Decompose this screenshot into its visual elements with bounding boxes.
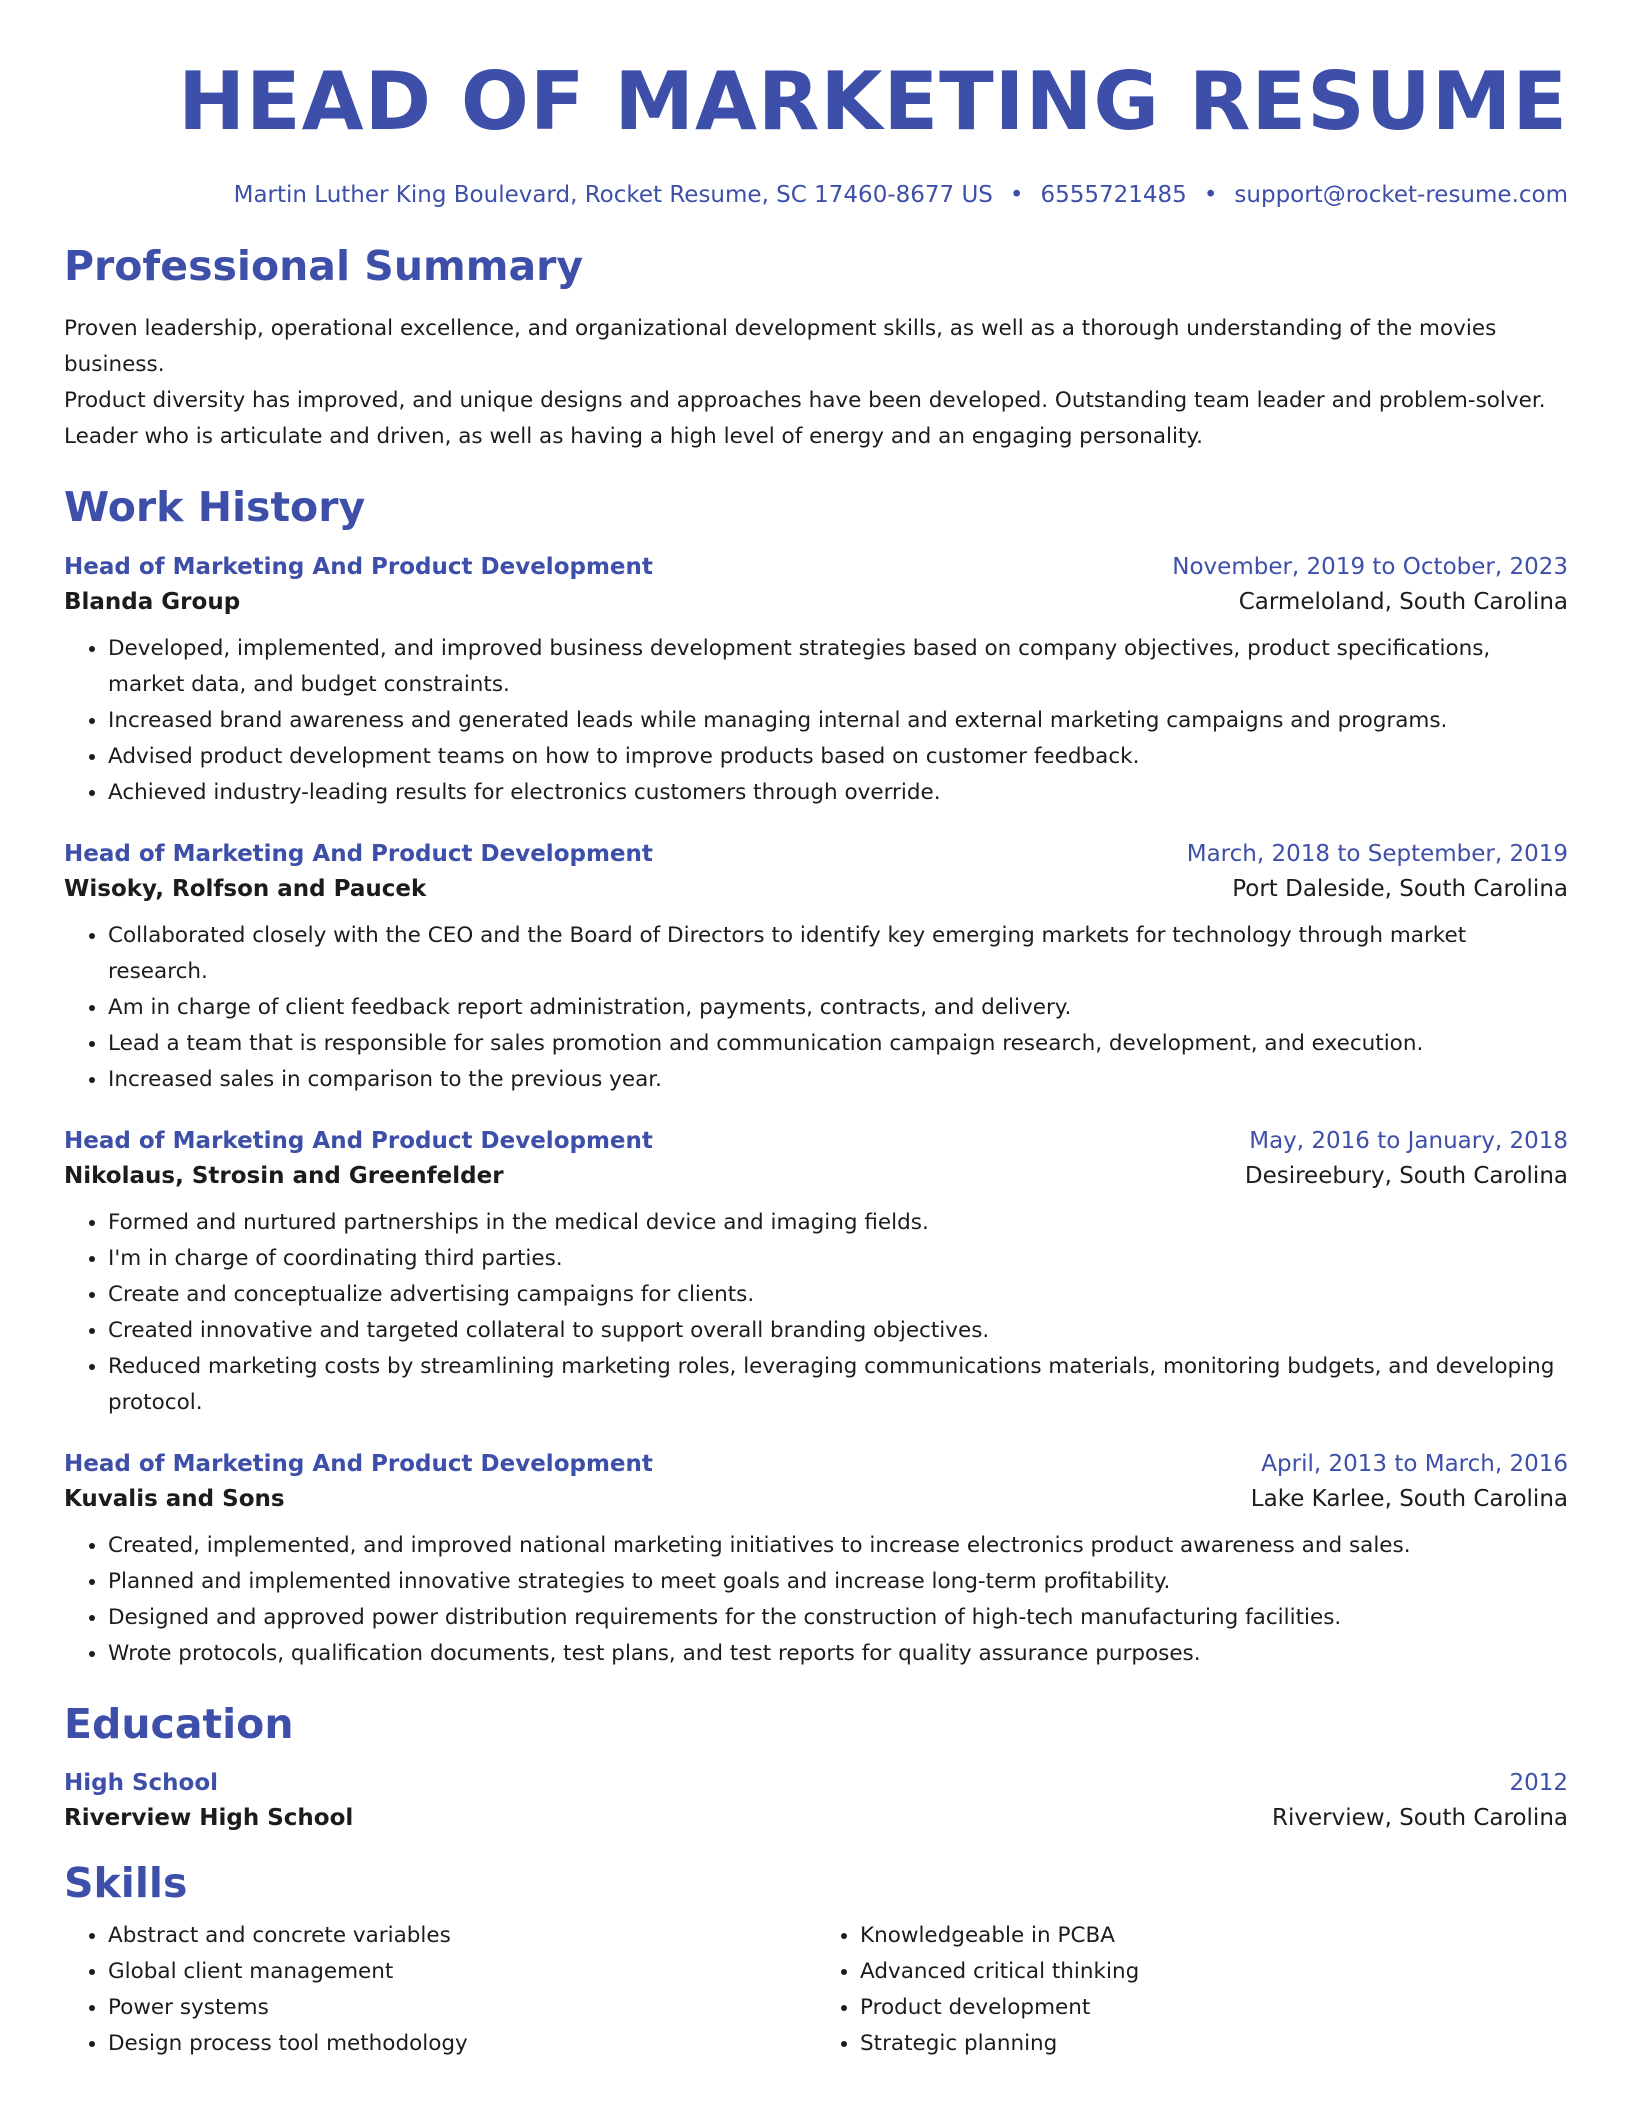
job-header [64, 1451, 1568, 1477]
job-location: Carmeloland, South Carolina [1238, 589, 1568, 616]
job-bullets [64, 918, 1568, 1098]
job-dates: May, 2016 to January, 2018 [1249, 1128, 1568, 1155]
separator-dot: • [1009, 182, 1024, 208]
job-bullets [64, 1205, 1568, 1421]
list-item: • Design process tool methodology [108, 2026, 816, 2062]
education-header [64, 1770, 1568, 1796]
job-subheader [64, 1163, 1568, 1189]
list-item: • Planned and implemented innovative strategies to meet goals and increase long-term profitability. [108, 1564, 1568, 1600]
job-entry [64, 1128, 1568, 1421]
list-item: • Lead a team that is responsible for sales promotion and communication campaign research, development, and execution. [108, 1026, 1568, 1062]
job-company: Kuvalis and Sons [64, 1486, 285, 1513]
job-entry [64, 841, 1568, 1098]
separator-dot: • [1203, 182, 1218, 208]
job-entry [64, 1451, 1568, 1672]
list-item: • Reduced marketing costs by streamlining marketing roles, leveraging communications materials, monitoring budgets, and developing protocol. [108, 1349, 1568, 1421]
school-location: Riverview, South Carolina [1272, 1804, 1568, 1831]
job-bullets [64, 1528, 1568, 1672]
work-history-heading: Work History [64, 483, 366, 532]
contact-line [64, 182, 1568, 208]
list-item: • Increased brand awareness and generated leads while managing internal and external marketing campaigns and programs. [108, 703, 1568, 739]
job-title: Head of Marketing And Product Development [64, 1128, 653, 1155]
job-company: Nikolaus, Strosin and Greenfelder [64, 1163, 504, 1190]
skills-heading: Skills [64, 1858, 188, 1907]
job-subheader [64, 876, 1568, 902]
list-item: • Knowledgeable in PCBA [860, 1918, 1568, 1954]
list-item: • Developed, implemented, and improved business development strategies based on company objectives, product specifications, market data, and budget constraints. [108, 631, 1568, 703]
education-entry [64, 1770, 1568, 1831]
job-dates: November, 2019 to October, 2023 [1172, 554, 1568, 581]
list-item: • Achieved industry-leading results for electronics customers through override. [108, 775, 1568, 811]
list-item: • Increased sales in comparison to the previous year. [108, 1062, 1568, 1098]
summary-line: Product diversity has improved, and unique designs and approaches have been developed. Outstanding team leader and problem-solver. [64, 388, 1546, 414]
summary-text [64, 311, 1568, 455]
page-title: HEAD OF MARKETING RESUME [178, 55, 1568, 148]
list-item: • Formed and nurtured partnerships in the medical device and imaging fields. [108, 1205, 1568, 1241]
job-entry [64, 554, 1568, 811]
summary-line: Proven leadership, operational excellence, and organizational development skills, as well as a thorough understanding of the movies business. [64, 316, 1497, 378]
summary-heading: Professional Summary [64, 242, 584, 290]
list-item: • Advanced critical thinking [860, 1954, 1568, 1990]
phone: 6555721485 [1040, 182, 1187, 208]
list-item: • Created, implemented, and improved national marketing initiatives to increase electronics product awareness and sales. [108, 1528, 1568, 1564]
job-title: Head of Marketing And Product Development [64, 554, 653, 581]
degree: High School [64, 1769, 219, 1796]
job-bullets [64, 631, 1568, 811]
list-item: • Abstract and concrete variables [108, 1918, 816, 1954]
list-item: • I'm in charge of coordinating third parties. [108, 1241, 1568, 1277]
summary-line: Leader who is articulate and driven, as well as having a high level of energy and an engaging personality. [64, 424, 1203, 450]
list-item: • Advised product development teams on how to improve products based on customer feedback. [108, 739, 1568, 775]
list-item: • Create and conceptualize advertising campaigns for clients. [108, 1277, 1568, 1313]
list-item: • Power systems [108, 1990, 816, 2026]
job-header [64, 1128, 1568, 1154]
job-title: Head of Marketing And Product Development [64, 841, 653, 868]
list-item: • Created innovative and targeted collateral to support overall branding objectives. [108, 1313, 1568, 1349]
email-link[interactable]: support@rocket-resume.com [1234, 182, 1568, 208]
list-item: • Am in charge of client feedback report administration, payments, contracts, and delivery. [108, 990, 1568, 1026]
job-title: Head of Marketing And Product Development [64, 1451, 653, 1478]
skills-column-left [64, 1918, 816, 2062]
graduation-year: 2012 [1509, 1769, 1568, 1796]
education-subheader [64, 1805, 1568, 1831]
school-name: Riverview High School [64, 1804, 354, 1831]
address: Martin Luther King Boulevard, Rocket Resume, SC 17460-8677 US [233, 182, 993, 208]
skills-column-right [816, 1918, 1568, 2062]
education-heading: Education [64, 1700, 294, 1749]
job-subheader [64, 1486, 1568, 1512]
job-header [64, 841, 1568, 867]
list-item: • Global client management [108, 1954, 816, 1990]
list-item: • Strategic planning [860, 2026, 1568, 2062]
job-company: Wisoky, Rolfson and Paucek [64, 876, 427, 903]
job-location: Desireebury, South Carolina [1244, 1163, 1568, 1190]
list-item: • Collaborated closely with the CEO and the Board of Directors to identify key emerging markets for technology through market research. [108, 918, 1568, 990]
job-header [64, 554, 1568, 580]
job-company: Blanda Group [64, 589, 241, 616]
job-dates: March, 2018 to September, 2019 [1186, 841, 1568, 868]
list-item: • Product development [860, 1990, 1568, 2026]
list-item: • Designed and approved power distribution requirements for the construction of high-tech manufacturing facilities. [108, 1600, 1568, 1636]
job-subheader [64, 589, 1568, 615]
job-location: Lake Karlee, South Carolina [1250, 1486, 1568, 1513]
list-item: • Wrote protocols, qualification documents, test plans, and test reports for quality assurance purposes. [108, 1636, 1568, 1672]
job-location: Port Daleside, South Carolina [1232, 876, 1568, 903]
job-dates: April, 2013 to March, 2016 [1261, 1451, 1568, 1478]
skills-list [64, 1918, 1568, 2062]
